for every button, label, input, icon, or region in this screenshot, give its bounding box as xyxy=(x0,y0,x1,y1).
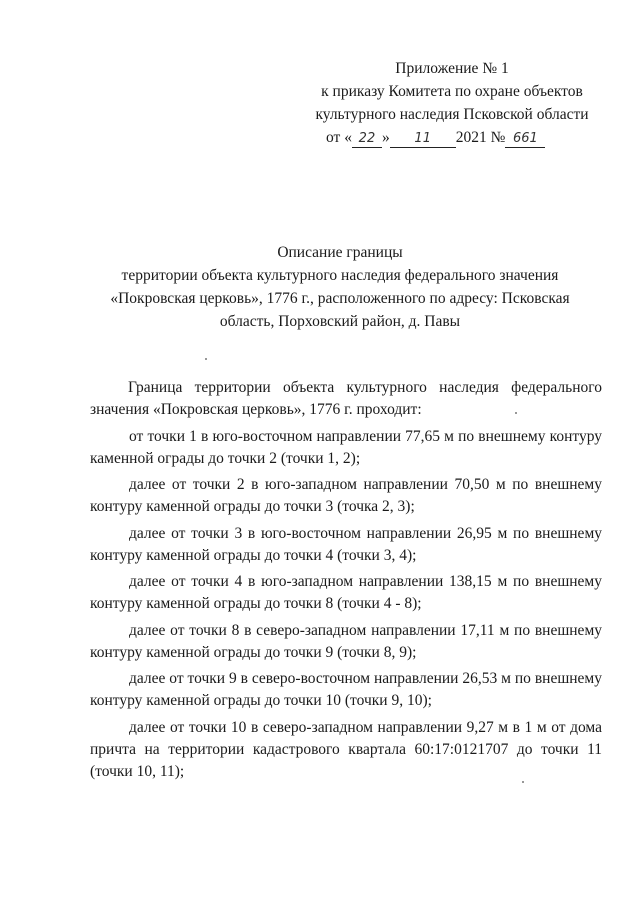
order-mid: » xyxy=(381,129,390,146)
title-line-1: Описание границы xyxy=(277,244,403,261)
title-line-3: «Покровская церковь», 1776 г., расположенного по адресу: Псковская xyxy=(110,290,570,307)
order-month: 11 xyxy=(390,131,456,148)
order-day: 22 xyxy=(352,131,382,148)
title-line-2: территории объекта культурного наследия федерального значения xyxy=(121,267,559,284)
boundary-segment: далее от точки 10 в северо-западном направлении 9,27 м в 1 м от дома причта на территории кадастрового квартала 60:17:0121707 до точки 11 (точки 10, 11); xyxy=(90,718,602,780)
boundary-segment: далее от точки 8 в северо-западном направлении 17,11 м по внешнему контуру каменной ограды до точки 9 (точки 8, 9); xyxy=(90,621,602,661)
boundary-segment: далее от точки 3 в юго-восточном направлении 26,95 м по внешнему контуру каменной ограды до точки 4 (точки 3, 4); xyxy=(90,524,602,564)
order-date-line xyxy=(292,126,612,149)
boundary-segment: далее от точки 4 в юго-западном направлении 138,15 м по внешнему контуру каменной ограды до точки 8 (точки 4 - 8); xyxy=(90,573,602,612)
order-reference: к приказу Комитета по охране объектов xyxy=(321,83,583,100)
intro-paragraph: Граница территории объекта культурного наследия федерального значения «Покровская церковь», 1776 г. проходит: xyxy=(90,379,602,418)
appendix-header xyxy=(292,57,612,149)
document-title xyxy=(70,241,610,333)
appendix-number: Приложение № 1 xyxy=(395,60,509,77)
boundary-segment: от точки 1 в юго-восточном направлении 77,65 м по внешнему контуру каменной ограды до точки 2 (точки 1, 2); xyxy=(90,427,602,467)
title-line-4: область, Порховский район, д. Павы xyxy=(219,313,461,330)
scan-speck xyxy=(205,358,207,360)
order-prefix: от « xyxy=(326,129,352,146)
order-number: 661 xyxy=(505,131,545,148)
committee-name: культурного наследия Псковской области xyxy=(315,106,589,123)
boundary-segment: далее от точки 2 в юго-западном направлении 70,50 м по внешнему контуру каменной ограды до точки 3 (точка 2, 3); xyxy=(90,476,602,515)
order-year: 2021 № xyxy=(455,129,506,146)
boundary-segment: далее от точки 9 в северо-восточном направлении 26,53 м по внешнему контуру каменной ограды до точки 10 (точки 9, 10); xyxy=(90,670,602,709)
boundary-description xyxy=(90,377,602,787)
